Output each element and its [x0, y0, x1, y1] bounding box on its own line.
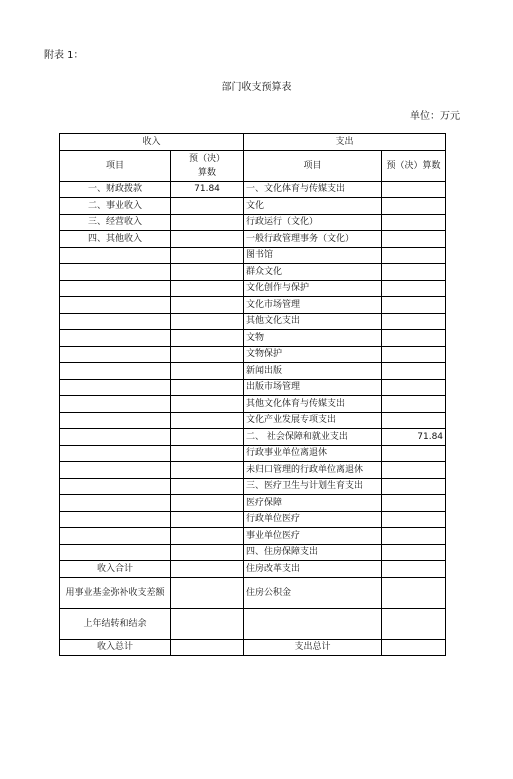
table-row: [60, 264, 446, 281]
table-row: [60, 396, 446, 413]
income-total-label: 收入总计: [60, 639, 171, 656]
expense-item-cell: 文化市场管理: [244, 297, 382, 314]
expense-amount-header: 预（决）算数: [382, 150, 446, 181]
income-amount-cell: [171, 445, 244, 462]
expense-amount-cell: [382, 379, 446, 396]
expense-amount-cell: [382, 231, 446, 248]
expense-item-cell: 未归口管理的行政单位离退休: [244, 462, 382, 479]
income-item-cell: [60, 363, 171, 380]
income-amount-cell: [171, 231, 244, 248]
income-item-header: 项目: [60, 150, 171, 181]
expense-amount-cell: [382, 478, 446, 495]
income-item-cell: [60, 478, 171, 495]
expense-item-cell: 事业单位医疗: [244, 528, 382, 545]
expense-amount-cell: [382, 462, 446, 479]
table-row: [60, 313, 446, 330]
expense-amount-cell: [382, 561, 446, 578]
column-header-row: [60, 150, 446, 181]
income-amount-cell: [171, 495, 244, 512]
income-amount-header: [171, 150, 244, 181]
income-amount-cell: [171, 511, 244, 528]
expense-total-label: 支出总计: [244, 639, 382, 656]
annex-label: 附表 1：: [44, 50, 84, 61]
income-item-cell: [60, 396, 171, 413]
expense-amount-cell: [382, 544, 446, 561]
income-item-cell: [60, 528, 171, 545]
income-amount-cell: [171, 214, 244, 231]
table-row: [60, 297, 446, 314]
income-amount-cell: [171, 561, 244, 578]
table-row: [60, 346, 446, 363]
income-item-cell: [60, 445, 171, 462]
table-row: [60, 412, 446, 429]
income-amount-cell: [171, 577, 244, 608]
expense-item-cell: 行政事业单位离退休: [244, 445, 382, 462]
table-row: [60, 561, 446, 578]
expense-amount-cell: [382, 214, 446, 231]
income-amount-cell: [171, 544, 244, 561]
table-row: [60, 544, 446, 561]
income-amount-header-line2: 算数: [198, 167, 217, 178]
income-amount-cell: 71.84: [171, 181, 244, 198]
income-item-cell: [60, 313, 171, 330]
income-item-cell: 四、其他收入: [60, 231, 171, 248]
income-item-cell: [60, 247, 171, 264]
income-amount-cell: [171, 313, 244, 330]
income-amount-cell: [171, 280, 244, 297]
expense-total-amount: [382, 639, 446, 656]
table-row: [60, 231, 446, 248]
expense-item-cell: 二、 社会保障和就业支出: [244, 429, 382, 446]
expense-item-cell: 其他文化体育与传媒支出: [244, 396, 382, 413]
income-item-cell: [60, 495, 171, 512]
table-row: [60, 429, 446, 446]
income-amount-cell: [171, 264, 244, 281]
expense-item-cell: 医疗保障: [244, 495, 382, 512]
expense-header: 支出: [244, 134, 446, 151]
table-row: [60, 363, 446, 380]
expense-item-cell: 行政单位医疗: [244, 511, 382, 528]
table-row: [60, 495, 446, 512]
fund-supplement-row: [60, 577, 446, 608]
expense-item-header: 项目: [244, 150, 382, 181]
expense-amount-cell: [382, 577, 446, 608]
table-row: [60, 478, 446, 495]
income-amount-cell: [171, 379, 244, 396]
expense-amount-cell: [382, 528, 446, 545]
page-title: 部门收支预算表: [221, 82, 292, 93]
table-row: [60, 181, 446, 198]
expense-amount-cell: [382, 346, 446, 363]
expense-amount-cell: [382, 396, 446, 413]
income-item-cell: [60, 264, 171, 281]
income-amount-cell: [171, 330, 244, 347]
expense-item-cell: 一、文化体育与传媒支出: [244, 181, 382, 198]
income-item-cell: [60, 297, 171, 314]
unit-label: 单位：万元: [410, 111, 460, 122]
income-amount-cell: [171, 297, 244, 314]
table-row: [60, 511, 446, 528]
expense-amount-cell: [382, 412, 446, 429]
income-amount-cell: [171, 198, 244, 215]
expense-item-cell: 住房改革支出: [244, 561, 382, 578]
expense-amount-cell: [382, 280, 446, 297]
income-amount-cell: [171, 478, 244, 495]
total-row: [60, 639, 446, 656]
expense-amount-cell: [382, 511, 446, 528]
income-item-cell: 二、事业收入: [60, 198, 171, 215]
expense-item-cell: 文化创作与保护: [244, 280, 382, 297]
income-item-cell: 上年结转和结余: [60, 608, 171, 639]
expense-item-cell: 文物保护: [244, 346, 382, 363]
table-row: [60, 528, 446, 545]
income-amount-header-line1: 预（决）: [189, 153, 226, 164]
expense-amount-cell: [382, 363, 446, 380]
expense-amount-cell: [382, 445, 446, 462]
expense-amount-cell: [382, 330, 446, 347]
expense-amount-cell: 71.84: [382, 429, 446, 446]
income-total-amount: [171, 639, 244, 656]
expense-item-cell: [244, 608, 382, 639]
income-amount-cell: [171, 247, 244, 264]
income-item-cell: [60, 280, 171, 297]
income-amount-cell: [171, 346, 244, 363]
budget-table: [59, 133, 446, 656]
income-item-cell: [60, 379, 171, 396]
expense-item-cell: 其他文化支出: [244, 313, 382, 330]
expense-item-cell: 行政运行（文化）: [244, 214, 382, 231]
expense-item-cell: 住房公积金: [244, 577, 382, 608]
expense-amount-cell: [382, 181, 446, 198]
expense-amount-cell: [382, 247, 446, 264]
expense-amount-cell: [382, 495, 446, 512]
expense-item-cell: 群众文化: [244, 264, 382, 281]
table-row: [60, 280, 446, 297]
carryover-row: [60, 608, 446, 639]
expense-item-cell: 文化: [244, 198, 382, 215]
expense-amount-cell: [382, 264, 446, 281]
table-row: [60, 214, 446, 231]
table-row: [60, 445, 446, 462]
table-row: [60, 198, 446, 215]
expense-amount-cell: [382, 198, 446, 215]
income-header: 收入: [60, 134, 244, 151]
income-item-cell: [60, 412, 171, 429]
income-amount-cell: [171, 429, 244, 446]
expense-amount-cell: [382, 297, 446, 314]
income-item-cell: [60, 346, 171, 363]
expense-item-cell: 一般行政管理事务（文化）: [244, 231, 382, 248]
income-item-cell: 三、经营收入: [60, 214, 171, 231]
income-amount-cell: [171, 363, 244, 380]
income-item-cell: [60, 544, 171, 561]
income-item-cell: [60, 330, 171, 347]
expense-item-cell: 出版市场管理: [244, 379, 382, 396]
table-row: [60, 330, 446, 347]
expense-amount-cell: [382, 608, 446, 639]
income-item-cell: 用事业基金弥补收支差额: [60, 577, 171, 608]
expense-amount-cell: [382, 313, 446, 330]
income-amount-cell: [171, 412, 244, 429]
budget-table-body: [60, 134, 446, 656]
income-item-cell: [60, 511, 171, 528]
income-amount-cell: [171, 396, 244, 413]
table-row: [60, 379, 446, 396]
expense-item-cell: 新闻出版: [244, 363, 382, 380]
income-item-cell: [60, 462, 171, 479]
expense-item-cell: 三、医疗卫生与计划生育支出: [244, 478, 382, 495]
income-item-cell: 收入合计: [60, 561, 171, 578]
expense-item-cell: 文物: [244, 330, 382, 347]
expense-item-cell: 图书馆: [244, 247, 382, 264]
expense-item-cell: 文化产业发展专项支出: [244, 412, 382, 429]
expense-item-cell: 四、住房保障支出: [244, 544, 382, 561]
income-amount-cell: [171, 462, 244, 479]
income-item-cell: [60, 429, 171, 446]
table-row: [60, 247, 446, 264]
income-amount-cell: [171, 528, 244, 545]
section-header-row: [60, 134, 446, 151]
income-amount-cell: [171, 608, 244, 639]
income-item-cell: 一、财政拨款: [60, 181, 171, 198]
table-row: [60, 462, 446, 479]
